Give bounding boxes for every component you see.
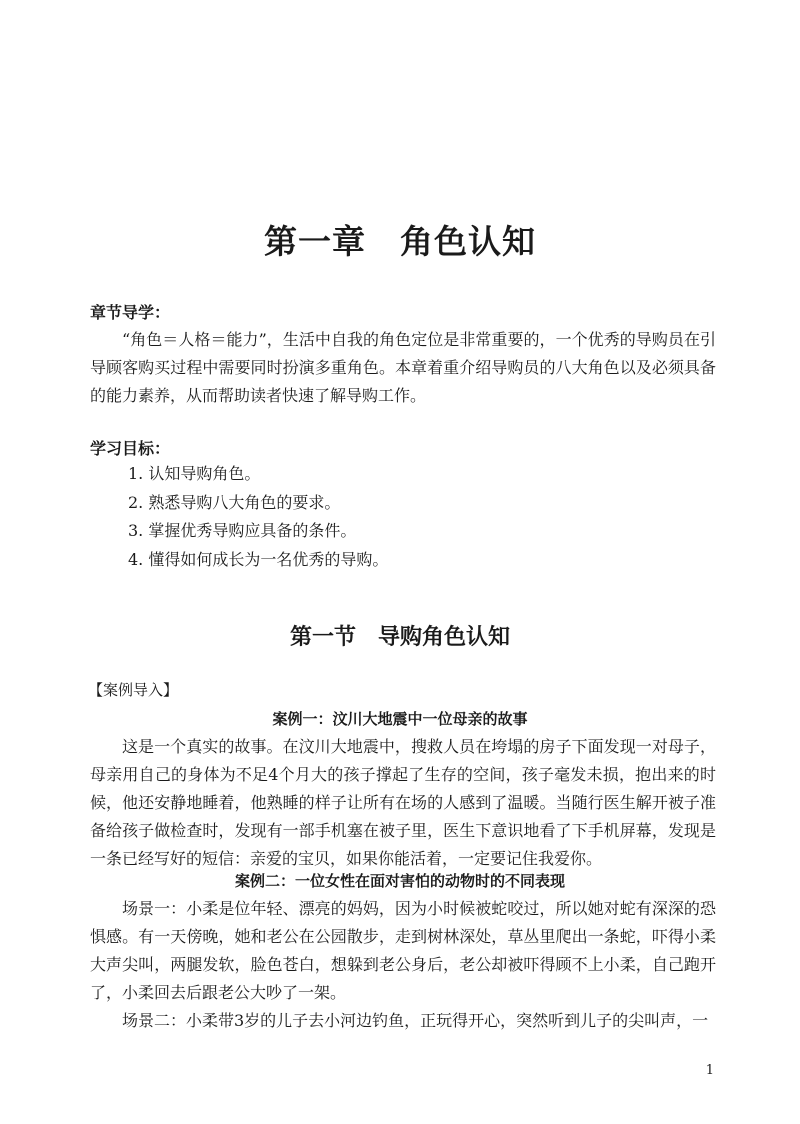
- chapter-number: 第一章: [264, 222, 366, 261]
- case2-scene2: 场景二：小柔带3岁的儿子去小河边钓鱼，正玩得开心，突然听到儿子的尖叫声，一: [122, 1011, 709, 1030]
- case2-scene1: 场景一：小柔是位年轻、漂亮的妈妈，因为小时候被蛇咬过，所以她对蛇有深深的恐惧感。有一天傍晚，她和老公在公园散步，走到树林深处，草丛里爬出一条蛇，吓得小柔大声尖叫，两腿发软，脸色苍白，想躲到老公身后，老公却被吓得顾不上小柔，自己跑开了，小柔回去后跟老公大吵了一架。: [90, 899, 716, 1002]
- objectives-list: [128, 460, 388, 574]
- case1-title: 案例一：汶川大地震中一位母亲的故事: [272, 710, 528, 728]
- objective-item: 4. 懂得如何成长为一名优秀的导购。: [128, 549, 389, 569]
- guide-label: 章节导学：: [90, 303, 171, 322]
- chapter-name: 角色认知: [400, 222, 536, 261]
- objectives-label: 学习目标：: [90, 439, 171, 458]
- guide-text: “角色＝人格＝能力”，生活中自我的角色定位是非常重要的，一个优秀的导购员在引导顾客购买过程中需要同时扮演多重角色。本章着重介绍导购员的八大角色以及必须具备的能力素养，从而帮助读者快速了解导购工作。: [90, 330, 716, 405]
- section-title: [0, 620, 800, 651]
- case-intro-label: 【案例导入】: [88, 681, 179, 699]
- section-number: 第一节: [289, 625, 356, 650]
- objective-item: 3. 掌握优秀导购应具备的条件。: [128, 521, 357, 540]
- page-number: 1: [705, 1063, 714, 1078]
- objective-item: 1. 认知导购角色。: [128, 464, 261, 483]
- objective-item: 2. 熟悉导购八大角色的要求。: [128, 492, 341, 512]
- case1-text: 这是一个真实的故事。在汶川大地震中，搜救人员在垮塌的房子下面发现一对母子，母亲用自己的身体为不足4个月大的孩子撑起了生存的空间，孩子毫发未损，抱出来的时候，他还安静地睡着，他熟睡的样子让所有在场的人感到了温暖。当随行医生解开被子准备给孩子做检查时，发现有一部手机塞在被子里，医生下意识地看了下手机屏幕，发现是一条已经写好的短信：亲爱的宝贝，如果你能活着，一定要记住我爱你。: [90, 737, 716, 868]
- chapter-title: [0, 216, 800, 263]
- case2-title: 案例二：一位女性在面对害怕的动物时的不同表现: [234, 872, 565, 890]
- section-name: 导购角色认知: [378, 625, 511, 650]
